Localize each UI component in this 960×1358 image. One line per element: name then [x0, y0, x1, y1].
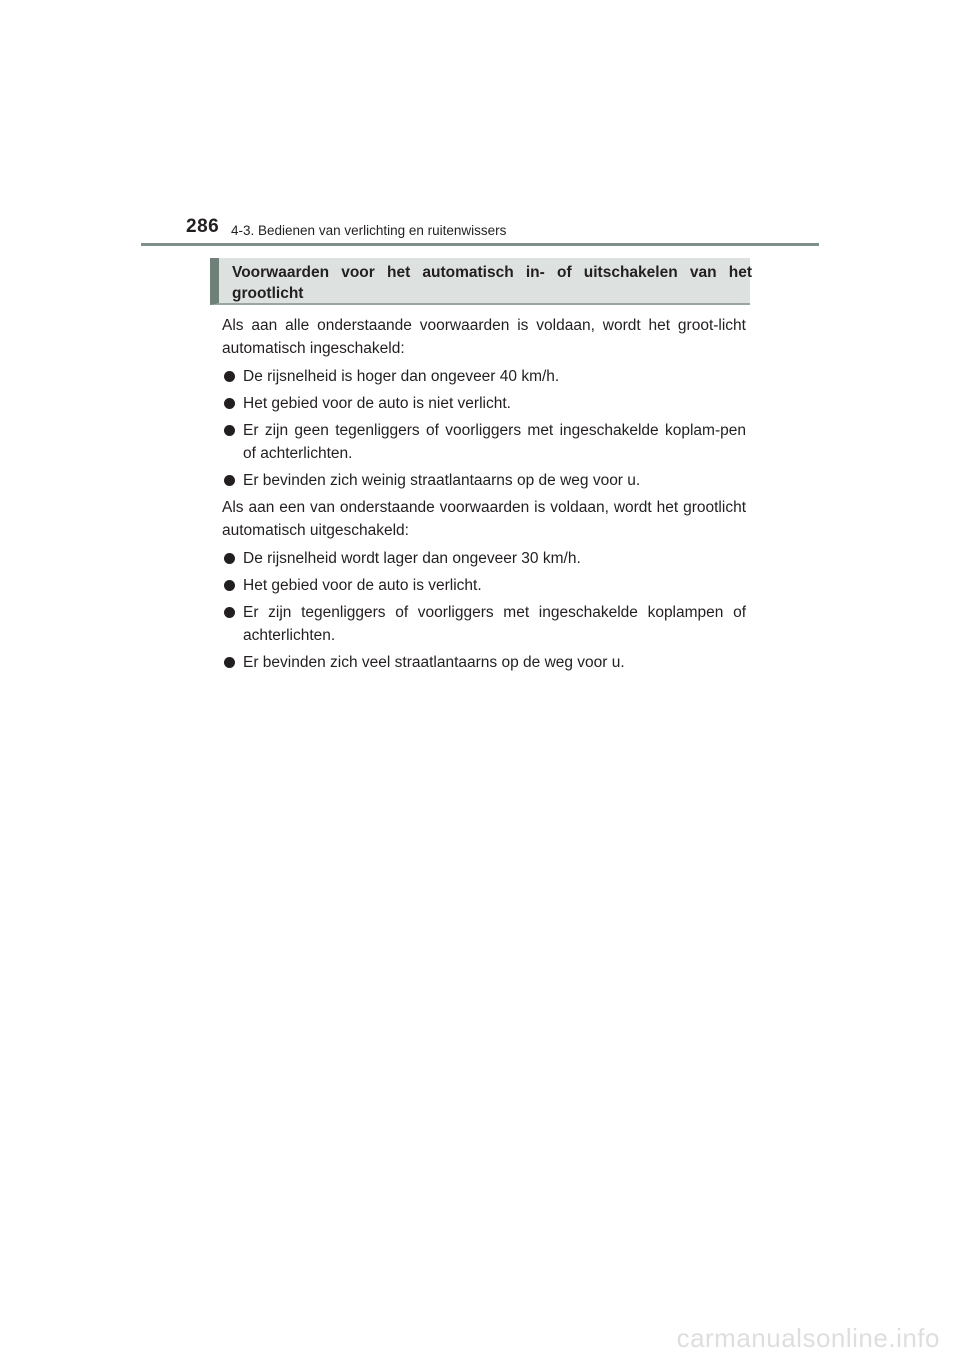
page-content — [222, 314, 746, 678]
off-conditions-intro: Als aan een van onderstaande voorwaarden is voldaan, wordt het grootlicht automatisch uitgeschakeld: — [222, 499, 746, 539]
list-item — [222, 419, 746, 465]
chapter-title: 4-3. Bedienen van verlichting en ruitenwissers — [231, 223, 507, 238]
list-item — [222, 365, 746, 388]
list-item — [222, 469, 746, 492]
list-item-text: De rijsnelheid wordt lager dan ongeveer 30 km/h. — [243, 550, 581, 567]
list-item — [222, 392, 746, 415]
bullet-icon — [224, 475, 235, 486]
list-item-text: Er zijn geen tegenliggers of voorliggers met ingeschakelde koplam-pen of achterlichten. — [243, 422, 746, 462]
bullet-icon — [224, 371, 235, 382]
page-number: 286 — [186, 216, 220, 237]
list-item-text: Het gebied voor de auto is niet verlicht. — [243, 395, 511, 412]
bullet-icon — [224, 657, 235, 668]
list-item — [222, 574, 746, 597]
list-item-text: De rijsnelheid is hoger dan ongeveer 40 km/h. — [243, 368, 560, 385]
list-item-text: Er bevinden zich veel straatlantaarns op de weg voor u. — [243, 654, 625, 671]
list-item — [222, 547, 746, 570]
list-item — [222, 601, 746, 647]
on-conditions-intro: Als aan alle onderstaande voorwaarden is voldaan, wordt het groot-licht automatisch ingeschakeld: — [222, 317, 746, 357]
bullet-icon — [224, 425, 235, 436]
bullet-icon — [224, 398, 235, 409]
bullet-icon — [224, 607, 235, 618]
watermark: carmanualsonline.info — [676, 1323, 940, 1353]
bullet-icon — [224, 580, 235, 591]
section-heading-box — [210, 258, 750, 305]
page-header — [0, 216, 960, 246]
list-item-text: Het gebied voor de auto is verlicht. — [243, 577, 482, 594]
bullet-icon — [224, 553, 235, 564]
list-item-text: Er bevinden zich weinig straatlantaarns op de weg voor u. — [243, 472, 641, 489]
header-divider — [141, 243, 819, 246]
list-item-text: Er zijn tegenliggers of voorliggers met ingeschakelde koplampen of achterlichten. — [243, 604, 746, 644]
section-title: Voorwaarden voor het automatisch in- of uitschakelen van het grootlicht — [232, 264, 752, 302]
list-item — [222, 651, 746, 674]
